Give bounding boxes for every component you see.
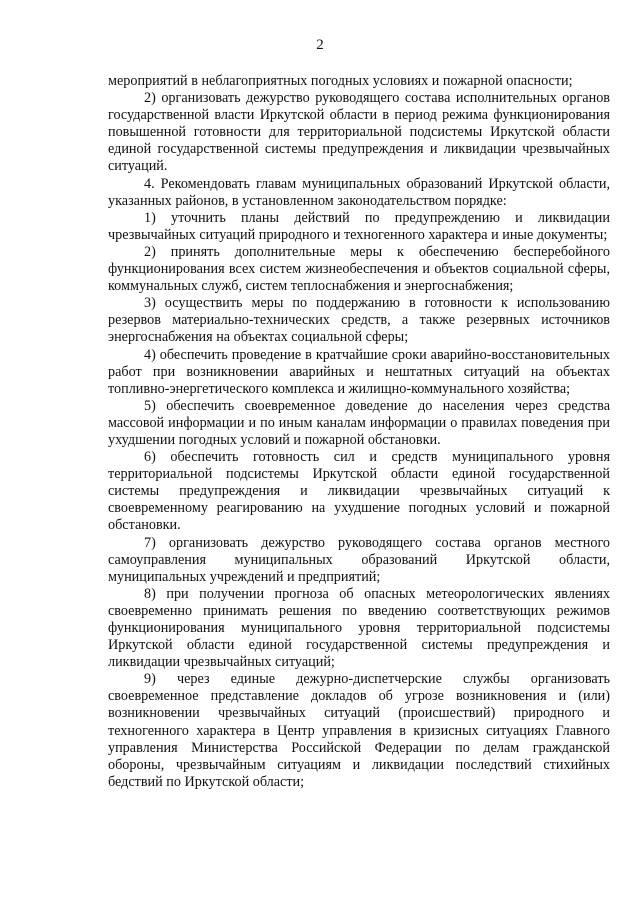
paragraph-section-4: 4. Рекомендовать главам муниципальных образований Иркутской области, указанных районов, в установленном законодательством порядке: <box>108 175 610 209</box>
paragraph-subitem-6: 6) обеспечить готовность сил и средств муниципального уровня территориальной подсистемы Иркутской области единой государственной системы предупреждения и ликвидации чрезвычайных ситуаций к своевременному реагированию на ухудшение погодных условий и пожарной обстановки. <box>108 449 610 534</box>
paragraph-item-2: 2) организовать дежурство руководящего состава исполнительных органов государственной власти Иркутской области в период режима функционирования повышенной готовности для территориальной подсистемы Иркутской области единой государственной системы предупреждения и ликвидации чрезвычайных ситуаций. <box>108 90 610 175</box>
paragraph-subitem-7: 7) организовать дежурство руководящего состава органов местного самоуправления муниципальных образований Иркутской области, муниципальных учреждений и предприятий; <box>108 534 610 585</box>
paragraph-subitem-8: 8) при получении прогноза об опасных метеорологических явлениях своевременно принимать решения по введению соответствующих режимов функционирования муниципального уровня территориальной подсистемы Иркутской области единой государственной системы предупреждения и ликвидации чрезвычайных ситуаций; <box>108 585 610 671</box>
paragraph-subitem-5: 5) обеспечить своевременное доведение до населения через средства массовой информации и по иным каналам информации о правилах поведения при ухудшении погодных условий и пожарной обстановки. <box>108 397 610 448</box>
paragraph-subitem-1: 1) уточнить планы действий по предупреждению и ликвидации чрезвычайных ситуаций природного и техногенного характера и иные документы; <box>108 209 610 243</box>
paragraph-subitem-4: 4) обеспечить проведение в кратчайшие сроки аварийно-восстановительных работ при возникновении аварийных и нештатных ситуаций на объектах топливно-энергетического комплекса и жилищно-коммунального хозяйства; <box>108 346 610 397</box>
paragraph-continuation: мероприятий в неблагоприятных погодных условиях и пожарной опасности; <box>108 73 573 89</box>
document-body <box>108 73 610 791</box>
paragraph-subitem-9: 9) через единые дежурно-диспетчерские службы организовать своевременное представление докладов об угрозе возникновения и (или) возникновении чрезвычайных ситуаций (происшествий) природного и техногенного характера в Центр управления в кризисных ситуациях Главного управления Министерства Российской Федерации по делам гражданской обороны, чрезвычайным ситуациям и ликвидации последствий стихийных бедствий по Иркутской области; <box>108 671 610 790</box>
paragraph-subitem-2: 2) принять дополнительные меры к обеспечению бесперебойного функционирования всех систем жизнеобеспечения и объектов социальной сферы, коммунальных служб, систем теплоснабжения и энергоснабжения; <box>108 243 610 295</box>
paragraph-subitem-3: 3) осуществить меры по поддержанию в готовности к использованию резервов материально-технических средств, а также резервных источников энергоснабжения на объектах социальной сферы; <box>108 295 610 346</box>
page-number: 2 <box>316 37 324 53</box>
